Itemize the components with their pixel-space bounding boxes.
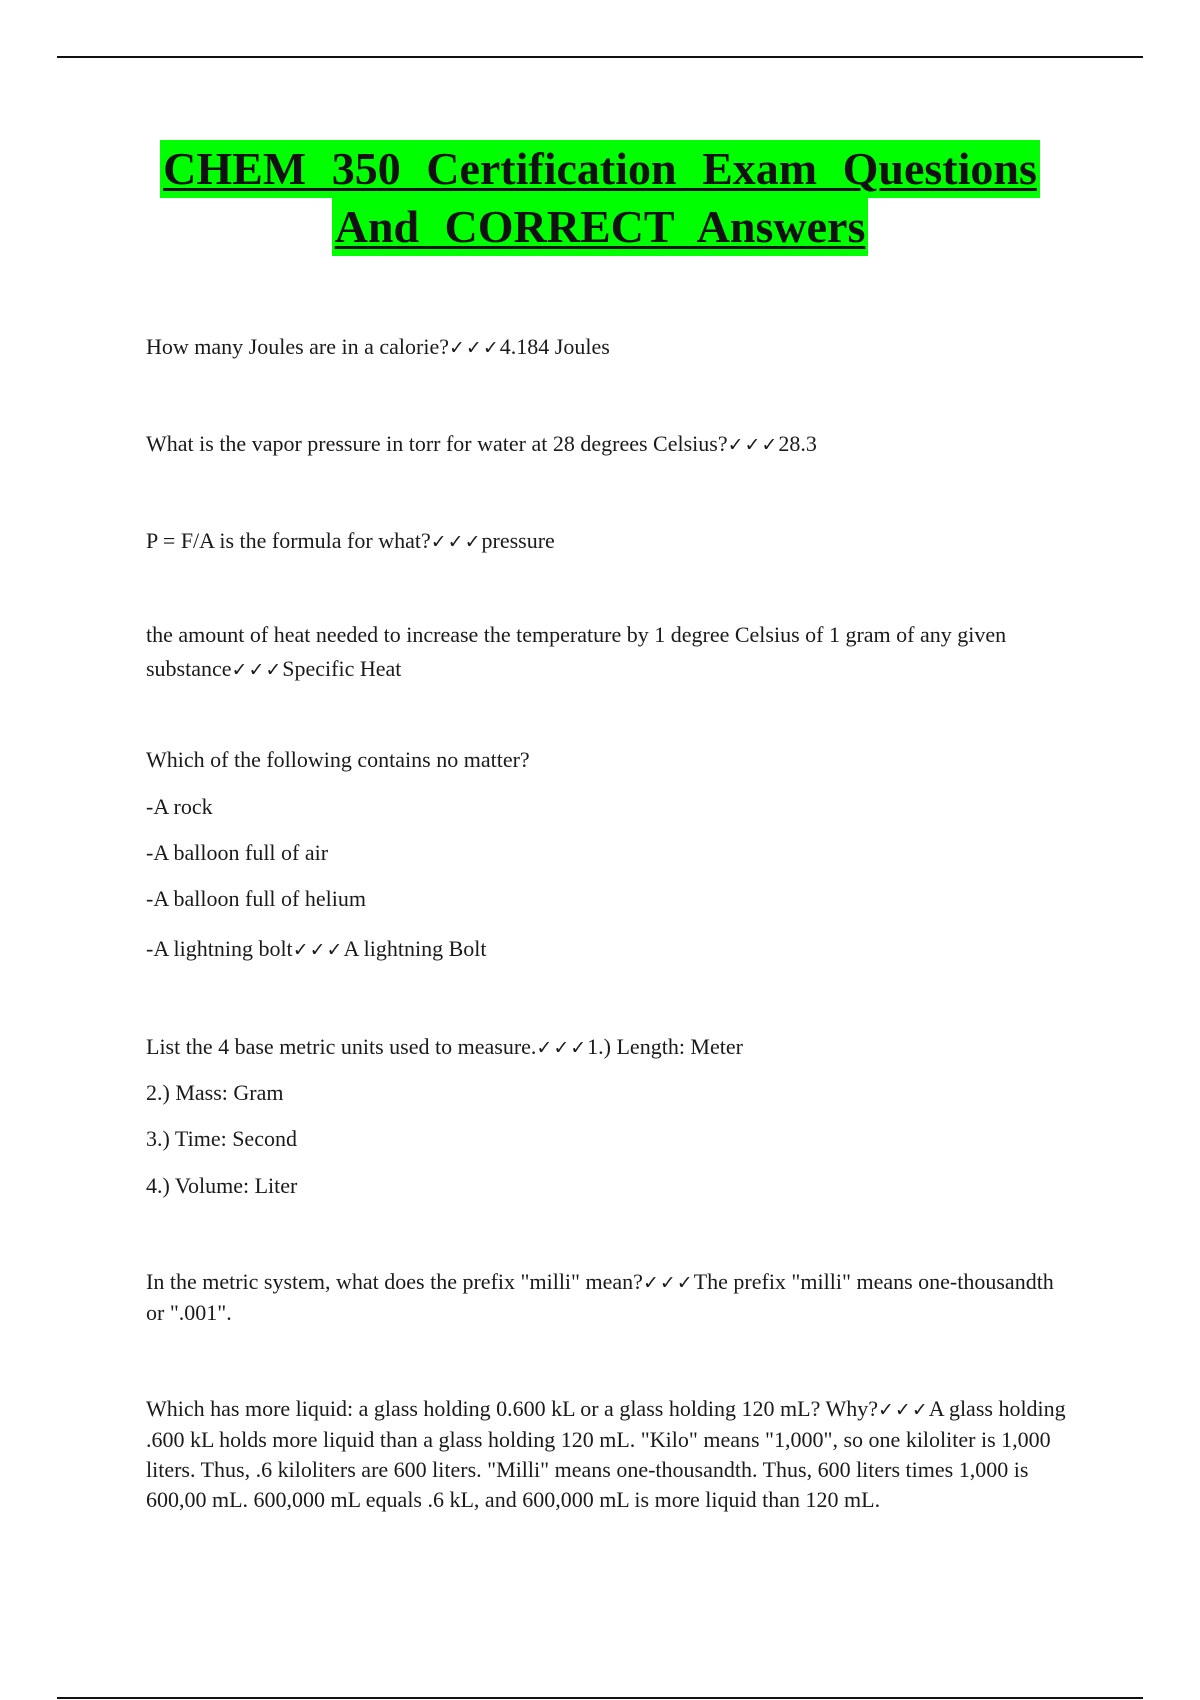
checkmarks-icon: ✓✓✓ <box>727 434 779 456</box>
question-text: In the metric system, what does the prefix "milli" mean? <box>146 1269 643 1294</box>
answer-text: Specific Heat <box>282 656 402 681</box>
checkmarks-icon: ✓✓✓ <box>231 659 283 681</box>
qa-item-4 <box>146 618 1066 687</box>
document-title <box>0 140 1200 256</box>
qa-item-6 <box>146 1032 1086 1063</box>
bottom-rule <box>57 1697 1143 1699</box>
answer-text: 1.) Length: Meter <box>587 1034 743 1059</box>
question-text: List the 4 base metric units used to measure. <box>146 1034 537 1059</box>
top-rule <box>57 56 1143 58</box>
answer-text: A lightning Bolt <box>343 936 487 961</box>
qa-item-7 <box>146 1267 1066 1328</box>
question-text: How many Joules are in a calorie? <box>146 334 449 359</box>
checkmarks-icon: ✓✓✓ <box>878 1399 929 1421</box>
question-text: What is the vapor pressure in torr for water at 28 degrees Celsius? <box>146 431 728 456</box>
qa-item-2 <box>146 429 1066 460</box>
answer-line: 3.) Time: Second <box>146 1126 297 1151</box>
checkmarks-icon: ✓✓✓ <box>642 1272 694 1294</box>
question-text: P = F/A is the formula for what? <box>146 528 431 553</box>
option-text: -A balloon full of air <box>146 840 329 865</box>
answer-text: The prefix "milli" means one-thousandth or ".001". <box>146 1269 1054 1325</box>
question-text: Which of the following contains no matter? <box>146 747 530 772</box>
qa-item-5-last-line <box>146 934 1086 965</box>
answer-line: 4.) Volume: Liter <box>146 1173 298 1198</box>
question-text: the amount of heat needed to increase the temperature by 1 degree Celsius of 1 gram of any given substance <box>146 622 1007 681</box>
answer-line: 2.) Mass: Gram <box>146 1080 284 1105</box>
option-text: -A balloon full of helium <box>146 886 366 911</box>
question-text: Which has more liquid: a glass holding 0.600 kL or a glass holding 120 mL? Why? <box>146 1396 878 1421</box>
qa-item-8 <box>146 1394 1066 1515</box>
checkmarks-icon: ✓✓✓ <box>430 531 482 553</box>
qa-item-1 <box>146 332 1066 363</box>
answer-text: pressure <box>481 528 555 553</box>
qa-item-3 <box>146 526 1066 557</box>
answer-text: 28.3 <box>778 431 817 456</box>
answer-text: A glass holding .600 kL holds more liquid than a glass holding 120 mL. "Kilo" means "1,000", so one kiloliter is 1,000 liters. Thus, .6 kiloliters are 600 liters. "Milli" means one-thousandth. Thus, 600 liters times 1,000 is 600,00 mL. 600,000 mL equals .6 kL, and 600,000 mL is more liquid than 120 mL. <box>146 1396 1066 1512</box>
title-line-1: CHEM 350 Certification Exam Questions <box>160 140 1040 198</box>
checkmarks-icon: ✓✓✓ <box>536 1037 588 1059</box>
title-line-2: And CORRECT Answers <box>332 198 869 256</box>
option-text: -A lightning bolt <box>146 936 293 961</box>
option-text: -A rock <box>146 794 213 819</box>
checkmarks-icon: ✓✓✓ <box>292 939 344 961</box>
checkmarks-icon: ✓✓✓ <box>449 337 500 359</box>
answer-text: 4.184 Joules <box>499 334 610 359</box>
